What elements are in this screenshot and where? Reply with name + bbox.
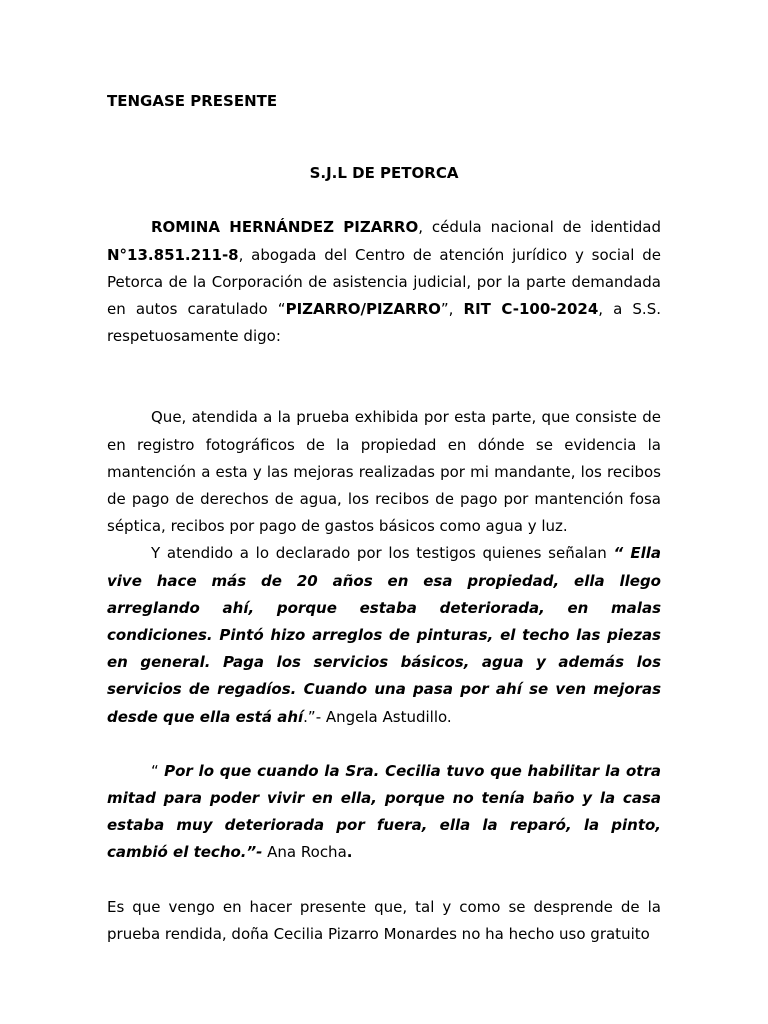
- id-number: N°13.851.211-8: [107, 245, 239, 264]
- paragraph-evidence: Que, atendida a la prueba exhibida por esta parte, que consiste de en registro fotográficos de la propiedad en dónde se evidencia la mantención a esta y las mejoras realizadas por mi mandante, los recibos de pago de derechos de agua, los recibos de pago por mantención fosa séptica, recibos por pago de gastos básicos como agua y luz.: [107, 408, 661, 536]
- witness-quote-2: Por lo que cuando la Sra. Cecilia tuvo que habilitar la otra mitad para poder vivir en ella, porque no tenía baño y la casa estaba muy deteriorada por fuera, ella la reparó, la pinto, cambió el techo.”-: [107, 761, 661, 862]
- rit-number: RIT C-100-2024: [463, 300, 599, 319]
- witness-quote-1: “ Ella vive hace más de 20 años en esa propiedad, ella llego arreglando ahí, porque estaba deteriorada, en malas condiciones. Pintó hizo arreglos de pinturas, el techo las piezas en general. Paga los servicios básicos, agua y además los servicios de regadíos. Cuando una pasa por ahí se ven mejoras desde que ella está ahí: [107, 544, 661, 726]
- paragraph-conclusion: Es que vengo en hacer presente que, tal y como se desprende de la prueba rendida, doña Cecilia Pizarro Monardes no ha hecho uso gratuito: [107, 897, 661, 943]
- lawyer-name: ROMINA HERNÁNDEZ PIZARRO: [151, 218, 419, 237]
- court-addressee: S.J.L DE PETORCA: [309, 164, 459, 183]
- paragraph-witness-1: Y atendido a lo declarado por los testigos quienes señalan “ Ella vive hace más de 20 años en esa propiedad, ella llego arreglando ahí, porque estaba deteriorada, en malas condiciones. Pintó hizo arreglos de pinturas, el techo las piezas en general. Paga los servicios básicos, agua y además los servicios de regadíos. Cuando una pasa por ahí se ven mejoras desde que ella está ahí.”- Angela Astudillo.: [107, 544, 661, 726]
- document-body: [107, 88, 661, 948]
- paragraph-witness-2: “ Por lo que cuando la Sra. Cecilia tuvo que habilitar la otra mitad para poder vivir en ella, porque no tenía baño y la casa estaba muy deteriorada por fuera, ella la reparó, la pinto, cambió el techo.”- Ana Rocha.: [107, 761, 661, 862]
- document-heading: TENGASE PRESENTE: [107, 92, 278, 110]
- paragraph-appearance: ROMINA HERNÁNDEZ PIZARRO, cédula nacional de identidad N°13.851.211-8, abogada del Centro de atención jurídico y social de Petorca de la Corporación de asistencia judicial, por la parte demandada en autos caratulado “PIZARRO/PIZARRO”, RIT C-100-2024, a S.S. respetuosamente digo:: [107, 218, 661, 346]
- case-title: PIZARRO/PIZARRO: [285, 300, 441, 319]
